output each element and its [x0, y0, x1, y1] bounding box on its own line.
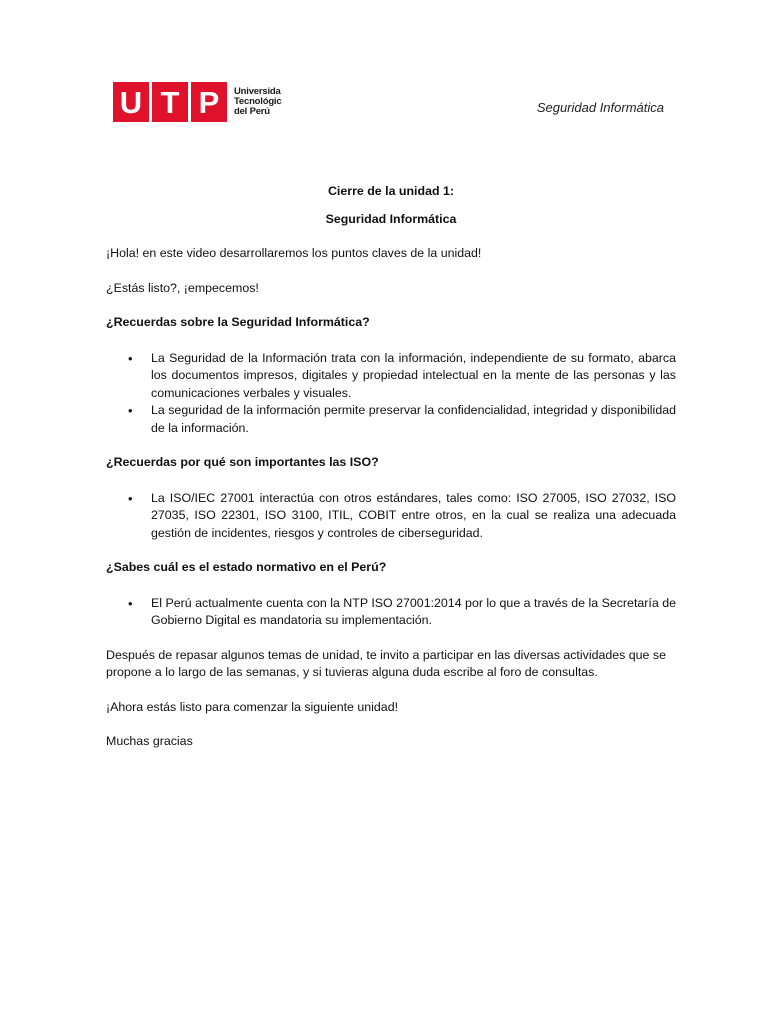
list-item: • La ISO/IEC 27001 interactúa con otros estándares, tales como: ISO 27005, ISO 27032, ISO 27035, ISO 22301, ISO 3100, ITIL, COBIT entre otros, en la cual se realiza una adecuada gestión de incidentes, riesgos y controles de ciberseguridad. — [128, 490, 676, 540]
section-2-heading: ¿Recuerdas por qué son importantes las ISO? — [106, 455, 379, 469]
header-course-title: Seguridad Informática — [536, 100, 664, 115]
logo-letter-u: U — [113, 82, 149, 122]
section-2-list — [106, 490, 676, 543]
thanks-paragraph: Muchas gracias — [106, 734, 193, 748]
section-3-list — [106, 595, 676, 630]
closing-paragraph: Después de repasar algunos temas de unidad, te invito a participar en las diversas actividades que se propone a lo largo de las semanas, y si tuvieras alguna duda escribe al foro de consultas. — [106, 647, 666, 679]
title-line-1: Cierre de la unidad 1: — [327, 184, 454, 198]
bullet-icon: • — [128, 595, 133, 611]
logo-letter-t: T — [152, 82, 188, 122]
title-line-2: Seguridad Informática — [325, 211, 457, 226]
section-3-heading: ¿Sabes cuál es el estado normativo en el Perú? — [106, 560, 387, 574]
list-item: • La seguridad de la información permite preservar la confidencialidad, integridad y disponibilidad de la información. — [128, 403, 676, 435]
utp-logo — [113, 82, 281, 122]
intro-paragraph: ¡Hola! en este video desarrollaremos los puntos claves de la unidad! — [106, 246, 482, 260]
ready-paragraph: ¿Estás listo?, ¡empecemos! — [106, 280, 259, 295]
list-item: • El Perú actualmente cuenta con la NTP ISO 27001:2014 por lo que a través de la Secretaría de Gobierno Digital es mandatoria su implementación. — [128, 595, 676, 627]
list-item: • La Seguridad de la Información trata con la información, independiente de su formato, abarca los documentos impresos, digitales y propiedad intelectual en la mente de las personas y las comunicaciones verbales y visuales. — [128, 350, 676, 400]
section-1-list — [106, 350, 676, 438]
document-body — [106, 183, 676, 751]
bullet-icon: • — [128, 403, 133, 418]
bullet-icon: • — [128, 350, 133, 366]
utp-logo-block — [113, 82, 227, 122]
next-unit-paragraph: ¡Ahora estás listo para comenzar la siguiente unidad! — [106, 699, 399, 714]
logo-letter-p: P — [191, 82, 227, 122]
section-1-heading: ¿Recuerdas sobre la Seguridad Informática? — [106, 315, 370, 329]
logo-wordmark: Universida Tecnológic del Perú — [234, 86, 282, 117]
bullet-icon: • — [128, 490, 133, 506]
